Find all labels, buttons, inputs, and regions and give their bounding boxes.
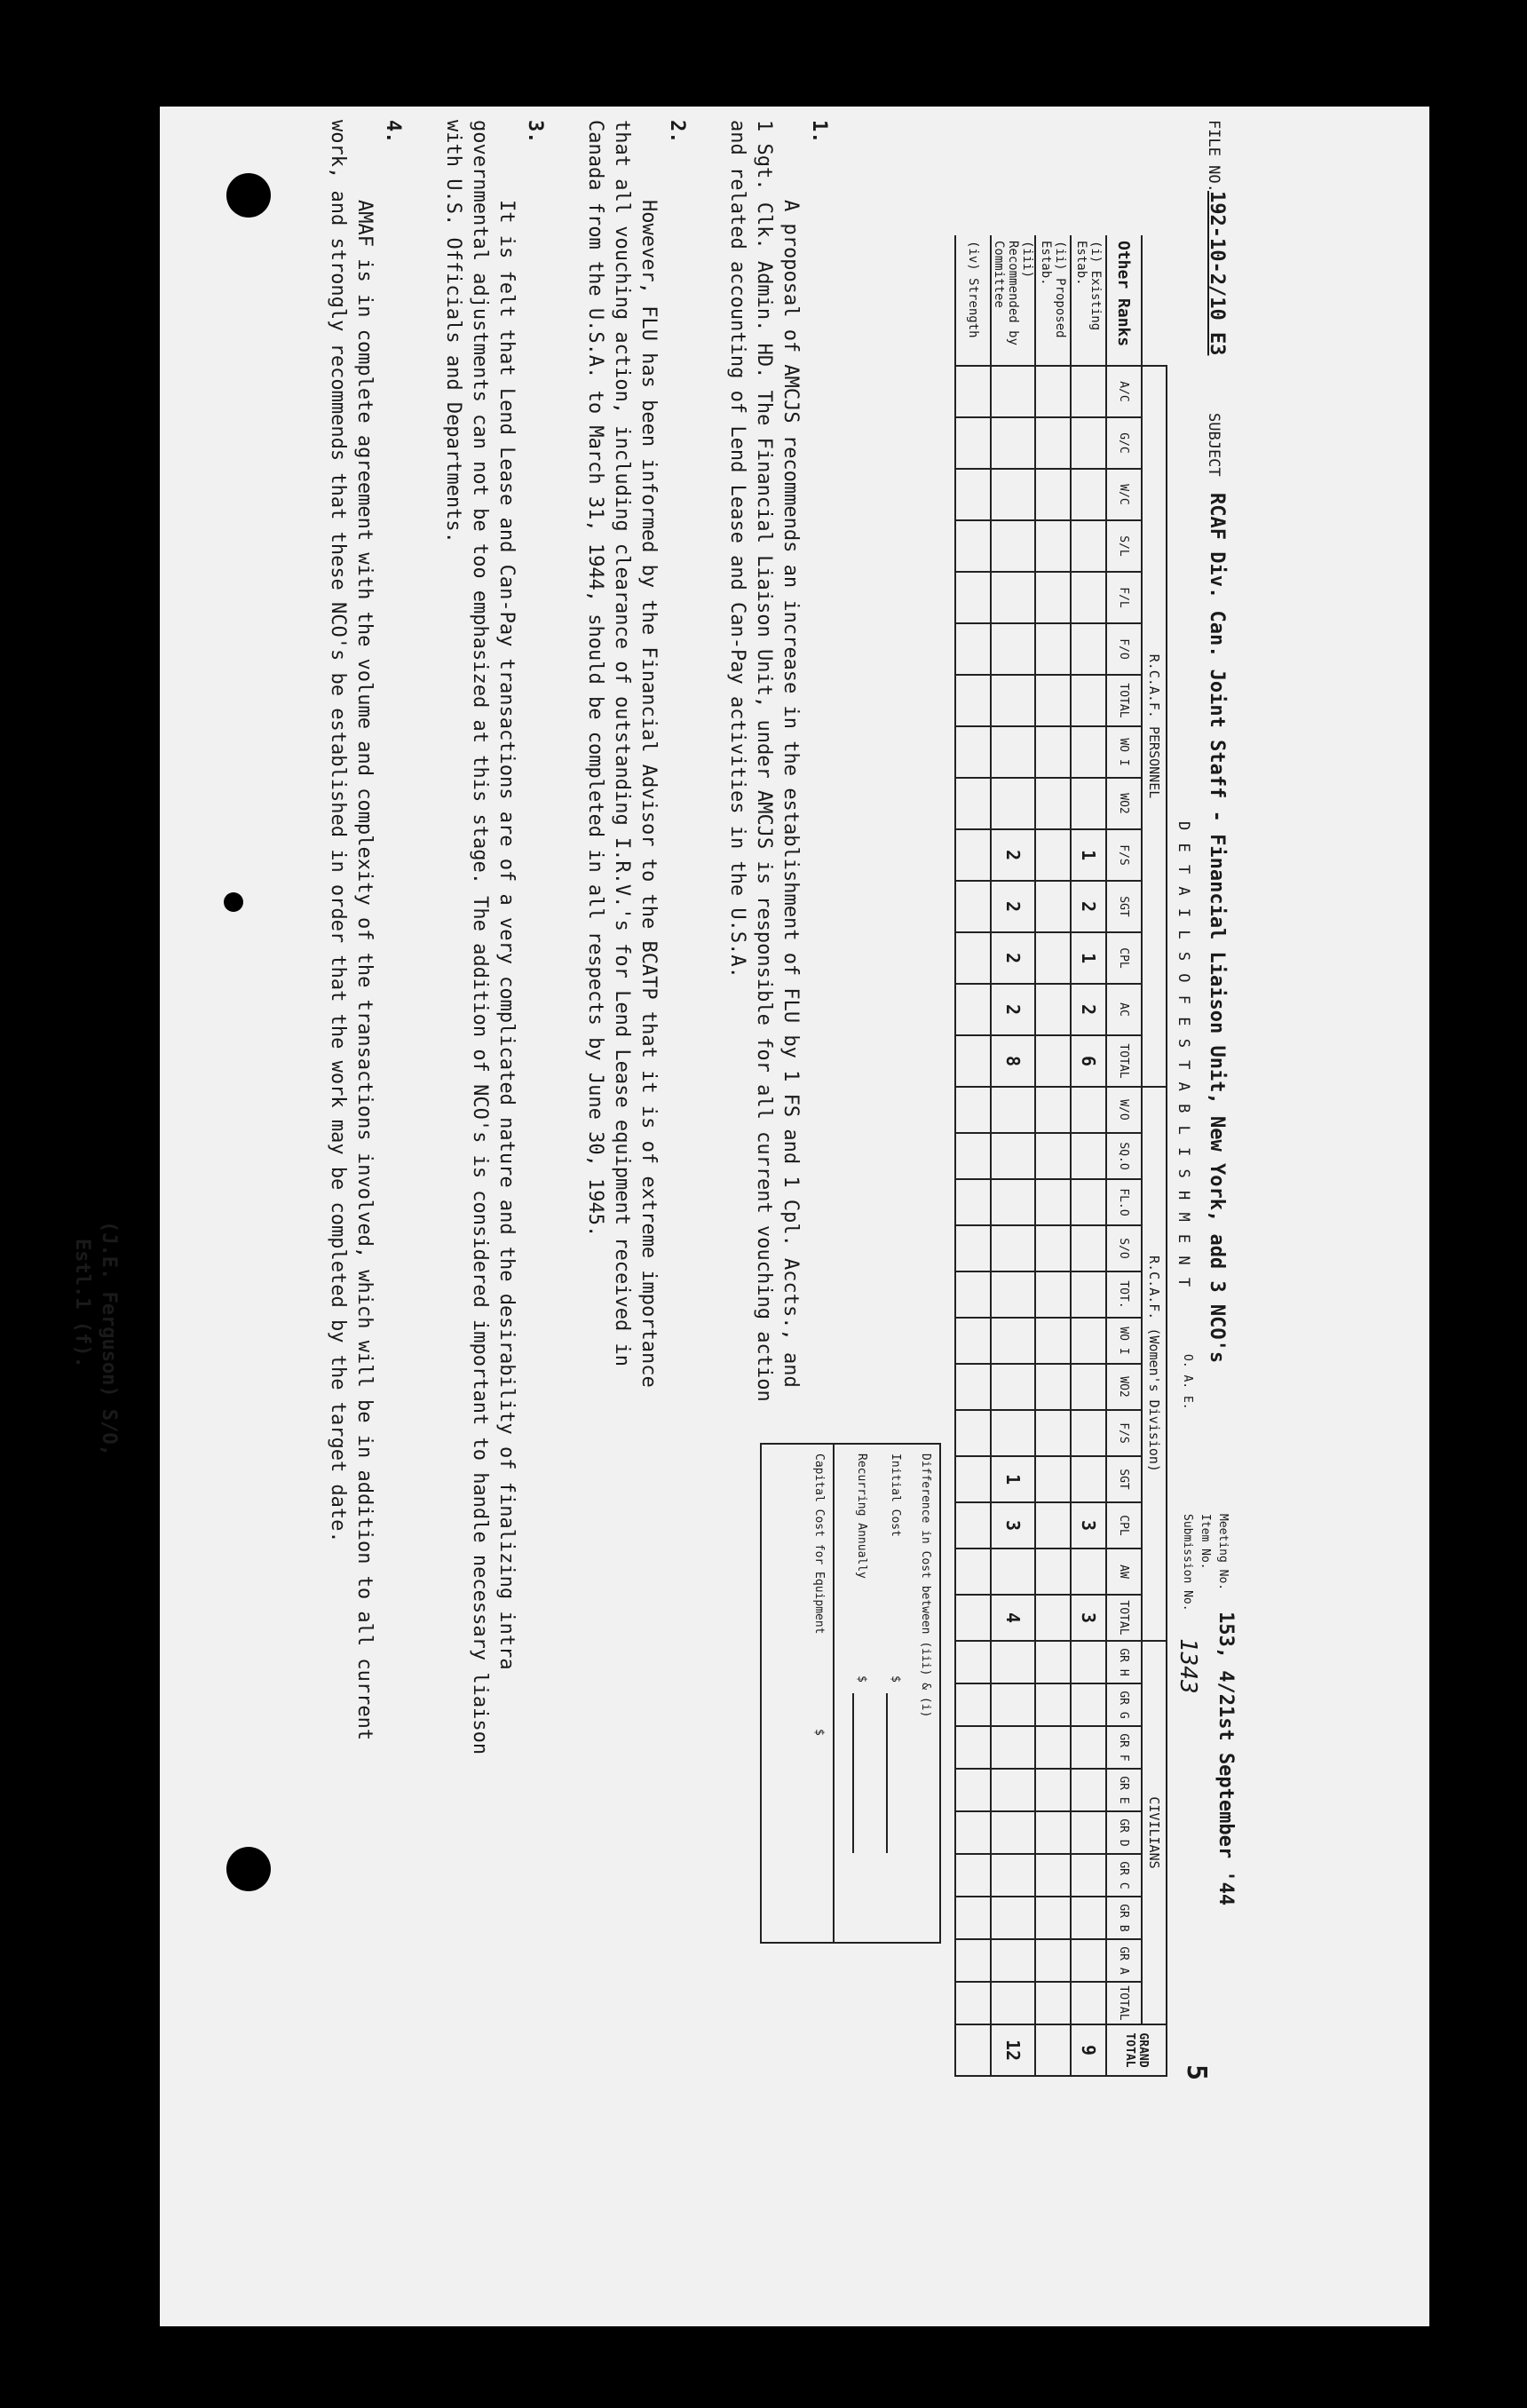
table-cell <box>991 1179 1035 1225</box>
table-cell: 3 <box>1071 1595 1106 1641</box>
row-label: (i) Existing Estab. <box>1071 235 1106 366</box>
table-cell <box>1035 932 1071 984</box>
table-cell <box>955 1683 991 1726</box>
paragraph-number: 2. <box>666 120 688 144</box>
table-cell <box>991 366 1035 417</box>
table-cell <box>1071 1683 1106 1726</box>
column-header: CPL <box>1106 932 1142 984</box>
table-cell <box>1035 1364 1071 1410</box>
table-cell <box>991 1683 1035 1726</box>
column-header: SGT <box>1106 1456 1142 1502</box>
table-cell <box>955 1549 991 1595</box>
table-cell: 2 <box>991 932 1035 984</box>
table-cell <box>1035 778 1071 829</box>
table-cell: 2 <box>1071 881 1106 932</box>
table-cell <box>991 726 1035 778</box>
paragraph-number: 1. <box>808 120 830 144</box>
table-cell: 1 <box>991 1456 1035 1502</box>
group-rcaf: R.C.A.F. PERSONNEL <box>1142 366 1167 1087</box>
table-cell: 6 <box>1071 1035 1106 1087</box>
table-cell <box>1071 417 1106 469</box>
table-cell: 2 <box>991 984 1035 1035</box>
column-header: TOT. <box>1106 1271 1142 1318</box>
group-civilians: CIVILIANS <box>1142 1641 1167 2024</box>
column-header: W/C <box>1106 469 1142 520</box>
recurring-label: Recurring Annually <box>855 1454 868 1579</box>
column-header: GR D <box>1106 1811 1142 1854</box>
table-cell <box>1035 675 1071 726</box>
table-cell <box>991 1364 1035 1410</box>
table-cell <box>1071 469 1106 520</box>
establishment-table <box>954 235 1167 2077</box>
table-cell <box>1035 366 1071 417</box>
table-cell <box>955 417 991 469</box>
table-cell <box>1035 1271 1071 1318</box>
column-header: FL.O <box>1106 1179 1142 1225</box>
table-cell <box>955 366 991 417</box>
grand-total-cell: 9 <box>1071 2024 1106 2076</box>
table-cell <box>1071 1811 1106 1854</box>
table-cell <box>955 1595 991 1641</box>
table-cell <box>991 520 1035 572</box>
table-cell: 3 <box>991 1502 1035 1549</box>
table-cell <box>1071 1087 1106 1133</box>
table-cell <box>991 1769 1035 1811</box>
table-cell <box>991 623 1035 675</box>
table-cell <box>991 1982 1035 2024</box>
table-cell <box>1035 417 1071 469</box>
capital-cost-dollar: $ <box>812 1729 826 1736</box>
column-header: G/C <box>1106 417 1142 469</box>
column-header: AW <box>1106 1549 1142 1595</box>
table-cell <box>1035 1641 1071 1683</box>
table-cell <box>955 1318 991 1364</box>
table-cell <box>991 1410 1035 1456</box>
column-header: TOTAL <box>1106 1035 1142 1087</box>
table-cell: 2 <box>991 829 1035 881</box>
table-cell <box>1035 726 1071 778</box>
table-cell <box>1071 1133 1106 1179</box>
table-cell <box>1071 675 1106 726</box>
oae-mark: O. A. E. <box>1181 1354 1194 1410</box>
cost-title: Difference in Cost between (iii) & (i) <box>919 1454 932 1718</box>
column-header: GR F <box>1106 1726 1142 1769</box>
paragraph-line: and related accounting of Lend Lease and Can-Pay activities in the U.S.A. <box>726 120 748 978</box>
paragraph-line: Canada from the U.S.A. to March 31, 1944, should be completed in all respects by June 30, 1945. <box>584 120 606 1238</box>
table-cell <box>1071 1179 1106 1225</box>
column-header: WO2 <box>1106 1364 1142 1410</box>
table-cell <box>1071 1897 1106 1939</box>
table-cell <box>1071 1726 1106 1769</box>
table-cell <box>1035 1456 1071 1502</box>
table-cell <box>1071 778 1106 829</box>
paragraph-line: work, and strongly recommends that these NCO's be established in order that the work may be completed by the target date. <box>327 120 349 1543</box>
table-cell <box>1035 1549 1071 1595</box>
table-cell <box>955 881 991 932</box>
table-cell: 1 <box>1071 932 1106 984</box>
table-cell: 2 <box>1071 984 1106 1035</box>
paragraph-line: 1 Sgt. Clk. Admin. HD. The Financial Liaison Unit, under AMCJS is responsible for all current vouching action <box>753 120 775 1402</box>
table-cell <box>955 1811 991 1854</box>
meeting-label: Meeting No. <box>1216 1514 1230 1591</box>
table-cell <box>955 520 991 572</box>
table-cell <box>1071 1641 1106 1683</box>
table-cell <box>991 1133 1035 1179</box>
table-cell <box>991 1854 1035 1897</box>
column-header: SQ.O <box>1106 1133 1142 1179</box>
table-cell <box>991 1225 1035 1271</box>
column-header: F/L <box>1106 572 1142 623</box>
table-cell <box>955 1854 991 1897</box>
column-header: GR A <box>1106 1939 1142 1982</box>
table-cell <box>1035 469 1071 520</box>
column-header: S/O <box>1106 1225 1142 1271</box>
table-cell <box>955 1502 991 1549</box>
item-label: Item No. <box>1199 1514 1212 1570</box>
table-row <box>1071 235 1106 2076</box>
signature-office: Estl.1 (f). <box>71 1239 93 1368</box>
rows-header: Other Ranks <box>1106 235 1142 366</box>
column-header: GR E <box>1106 1769 1142 1811</box>
table-cell <box>1035 1225 1071 1271</box>
table-cell <box>1035 1769 1071 1811</box>
table-cell <box>955 1271 991 1318</box>
table-cell <box>1035 1897 1071 1939</box>
table-cell <box>955 1410 991 1456</box>
table-cell <box>955 1364 991 1410</box>
table-cell <box>955 1897 991 1939</box>
table-cell <box>955 623 991 675</box>
recurring-dollar: $ <box>855 1675 868 1683</box>
table-cell <box>1035 1982 1071 2024</box>
column-header: TOTAL <box>1106 675 1142 726</box>
table-cell <box>1071 1364 1106 1410</box>
cost-difference-box <box>760 1443 941 1944</box>
table-cell <box>1035 572 1071 623</box>
table-cell <box>1071 1854 1106 1897</box>
table-cell <box>1035 1087 1071 1133</box>
initial-cost-label: Initial Cost <box>889 1454 902 1537</box>
paragraph-line: governmental adjustments can not be too emphasized at this stage. The addition of NCO's is considered important to handle necessary liaison <box>469 120 491 1755</box>
paragraph-line: However, FLU has been informed by the Financial Advisor to the BCATP that it is of extreme importance <box>637 200 660 1388</box>
table-cell <box>1035 1410 1071 1456</box>
column-header: F/S <box>1106 1410 1142 1456</box>
table-cell <box>1071 1271 1106 1318</box>
table-cell <box>991 572 1035 623</box>
table-cell <box>955 1133 991 1179</box>
row-label: (iii) Recommended by Committee <box>991 235 1035 366</box>
submission-label: Submission No. <box>1181 1514 1194 1612</box>
table-cell: 1 <box>1071 829 1106 881</box>
grand-total-cell: 12 <box>991 2024 1035 2076</box>
table-cell <box>955 675 991 726</box>
table-cell <box>991 469 1035 520</box>
table-cell <box>991 1811 1035 1854</box>
column-header: TOTAL <box>1106 1595 1142 1641</box>
row-label: (ii) Proposed Estab. <box>1035 235 1071 366</box>
table-cell <box>1071 572 1106 623</box>
table-cell <box>955 1225 991 1271</box>
table-row <box>1035 235 1071 2076</box>
column-header: AC <box>1106 984 1142 1035</box>
table-cell <box>955 1939 991 1982</box>
table-cell <box>955 932 991 984</box>
table-cell <box>991 778 1035 829</box>
table-cell <box>1071 1318 1106 1364</box>
table-cell <box>1071 520 1106 572</box>
column-header: GR H <box>1106 1641 1142 1683</box>
table-cell <box>955 572 991 623</box>
column-header: S/L <box>1106 520 1142 572</box>
column-header: F/S <box>1106 829 1142 881</box>
table-cell <box>1035 1811 1071 1854</box>
table-cell <box>955 1035 991 1087</box>
grand-total-cell <box>1035 2024 1071 2076</box>
column-header: GR C <box>1106 1854 1142 1897</box>
table-cell <box>1035 1179 1071 1225</box>
table-cell: 8 <box>991 1035 1035 1087</box>
grand-total-header: GRAND TOTAL <box>1106 2024 1167 2076</box>
table-cell <box>1035 829 1071 881</box>
table-cell <box>955 1982 991 2024</box>
group-womens: R.C.A.F. (Women's Division) <box>1142 1087 1167 1641</box>
table-cell <box>991 1939 1035 1982</box>
table-cell <box>991 1087 1035 1133</box>
row-label: (iv) Strength <box>955 235 991 366</box>
paragraph-number: 4. <box>382 120 404 144</box>
table-cell <box>955 984 991 1035</box>
column-header: GR G <box>1106 1683 1142 1726</box>
table-cell <box>1071 1982 1106 2024</box>
table-cell <box>1071 726 1106 778</box>
paragraph-number: 3. <box>524 120 546 144</box>
table-cell <box>955 1726 991 1769</box>
initial-cost-dollar: $ <box>889 1675 902 1683</box>
file-no-label: FILE NO. <box>1205 120 1222 193</box>
table-cell: 2 <box>991 881 1035 932</box>
table-cell <box>1035 1595 1071 1641</box>
table-cell <box>1035 1939 1071 1982</box>
column-header: TOTAL <box>1106 1982 1142 2024</box>
table-cell <box>1035 520 1071 572</box>
table-row <box>991 235 1035 2076</box>
table-cell <box>1071 623 1106 675</box>
table-cell <box>1035 623 1071 675</box>
table-cell <box>1035 1726 1071 1769</box>
table-cell <box>955 469 991 520</box>
table-cell <box>991 1726 1035 1769</box>
table-cell <box>955 726 991 778</box>
table-cell <box>1071 1225 1106 1271</box>
column-header: WO2 <box>1106 778 1142 829</box>
column-header: WO I <box>1106 726 1142 778</box>
paragraph-line: that all vouching action, including clearance of outstanding I.R.V.'s for Lend Lease equipment received in <box>611 120 633 1366</box>
table-cell: 4 <box>991 1595 1035 1641</box>
table-cell: 3 <box>1071 1502 1106 1549</box>
table-cell <box>955 1641 991 1683</box>
signature-name: (J.E. Ferguson) S/O, <box>98 1221 120 1456</box>
table-cell <box>955 778 991 829</box>
table-cell <box>1035 1133 1071 1179</box>
column-header: WO I <box>1106 1318 1142 1364</box>
submission-no: 1343 <box>1175 1638 1201 1694</box>
column-header: F/O <box>1106 623 1142 675</box>
table-cell <box>991 1318 1035 1364</box>
table-cell <box>955 1456 991 1502</box>
paragraph-line: with U.S. Officials and Departments. <box>442 120 464 543</box>
table-cell <box>1071 1549 1106 1595</box>
table-cell <box>955 1769 991 1811</box>
item-no: 5 <box>1181 2064 1212 2081</box>
column-header: GR B <box>1106 1897 1142 1939</box>
table-cell <box>1071 1769 1106 1811</box>
table-cell <box>1035 881 1071 932</box>
paragraph-line: AMAF is in complete agreement with the volume and complexity of the transactions involved, which will be in addition to all current <box>353 200 376 1741</box>
table-cell <box>991 417 1035 469</box>
subject-label: SUBJECT <box>1205 413 1222 477</box>
column-header: W/O <box>1106 1087 1142 1133</box>
table-cell <box>991 1897 1035 1939</box>
table-cell <box>1071 1410 1106 1456</box>
grand-total-cell <box>955 2024 991 2076</box>
paragraph-line: A proposal of AMCJS recommends an increase in the establishment of FLU by 1 FS and 1 Cpl. Accts., and <box>779 200 802 1388</box>
table-cell <box>991 675 1035 726</box>
table-cell <box>1035 1683 1071 1726</box>
table-cell <box>1071 1939 1106 1982</box>
subject: RCAF Div. Can. Joint Staff - Financial Liaison Unit, New York, add 3 NCO's <box>1206 493 1228 1364</box>
table-cell <box>991 1271 1035 1318</box>
meeting-no: 153, 4/21st September '44 <box>1214 1612 1237 1906</box>
table-cell <box>1035 1502 1071 1549</box>
paragraph-line: It is felt that Lend Lease and Can-Pay transactions are of a very complicated nature and the desirability of finalizing intra <box>495 200 518 1670</box>
file-no: 192-10-2/10 E3 <box>1206 191 1228 356</box>
table-cell <box>1035 984 1071 1035</box>
table-cell <box>955 1179 991 1225</box>
table-cell <box>1035 1854 1071 1897</box>
table-cell <box>955 1087 991 1133</box>
table-cell <box>1071 1456 1106 1502</box>
column-header: CPL <box>1106 1502 1142 1549</box>
table-row <box>955 235 991 2076</box>
column-header: SGT <box>1106 881 1142 932</box>
column-header: A/C <box>1106 366 1142 417</box>
table-cell <box>991 1549 1035 1595</box>
table-cell <box>1071 366 1106 417</box>
table-cell <box>991 1641 1035 1683</box>
rotated-document <box>31 22 1247 2198</box>
table-cell <box>1035 1035 1071 1087</box>
establishment-title: D E T A I L S O F E S T A B L I S H M E N T <box>1175 821 1192 1289</box>
capital-cost-label: Capital Cost for Equipment <box>812 1454 826 1635</box>
table-cell <box>1035 1318 1071 1364</box>
table-cell <box>955 829 991 881</box>
